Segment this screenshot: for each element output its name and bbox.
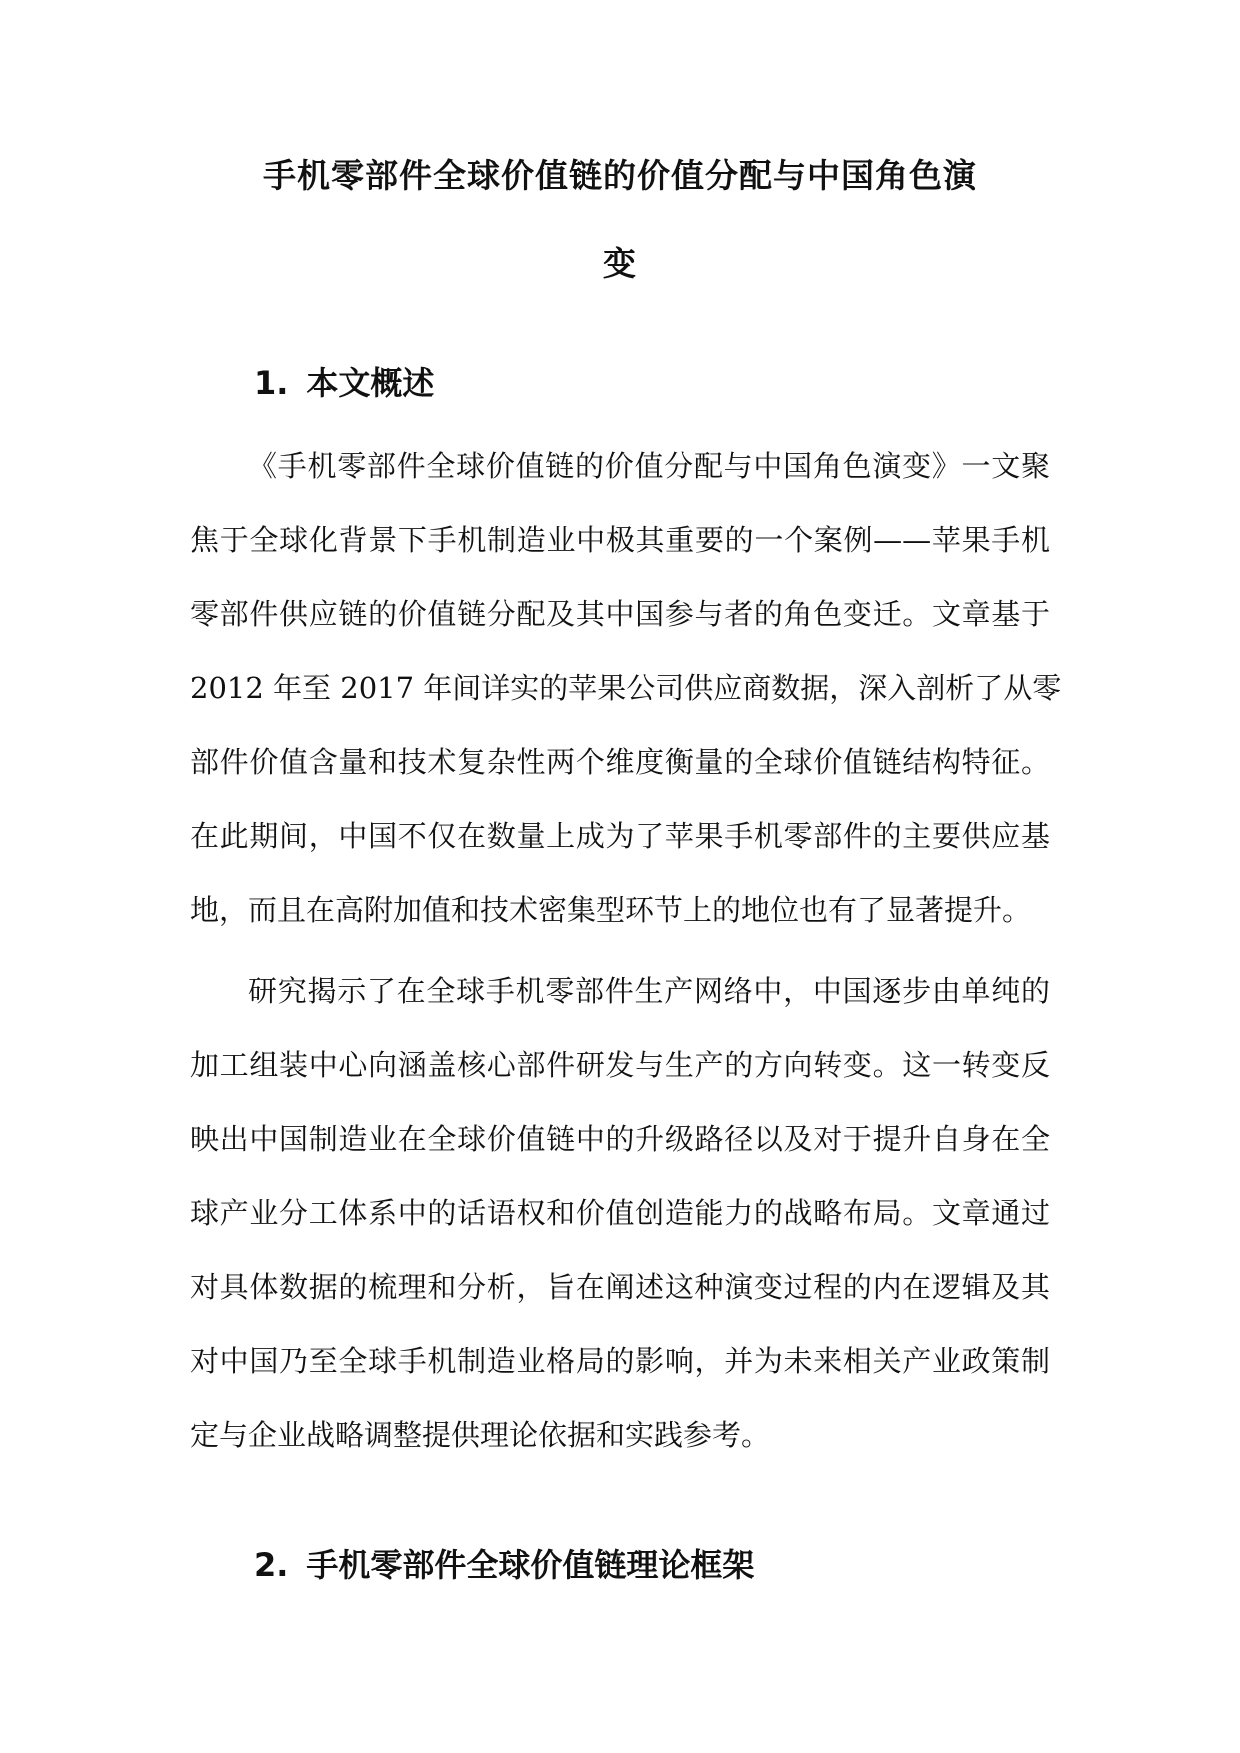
paragraph-line: 对具体数据的梳理和分析，旨在阐述这种演变过程的内在逻辑及其	[190, 1270, 1050, 1304]
paragraph-line: 映出中国制造业在全球价值链中的升级路径以及对于提升自身在全	[190, 1122, 1050, 1156]
paragraph-line: 地，而且在高附加值和技术密集型环节上的地位也有了显著提升。	[190, 893, 1032, 927]
paragraph-line: 研究揭示了在全球手机零部件生产网络中，中国逐步由单纯的	[248, 974, 1050, 1008]
section-1-number: 1.	[254, 364, 289, 402]
paragraph-line: 零部件供应链的价值链分配及其中国参与者的角色变迁。文章基于	[190, 597, 1050, 631]
section-1-paragraph-1	[190, 429, 1062, 947]
paragraph-line: 加工组装中心向涵盖核心部件研发与生产的方向转变。这一转变反	[190, 1048, 1050, 1082]
paragraph-line: 《手机零部件全球价值链的价值分配与中国角色演变》一文聚	[248, 449, 1050, 483]
paragraph-line: 部件价值含量和技术复杂性两个维度衡量的全球价值链结构特征。	[190, 745, 1050, 779]
section-1-heading	[254, 358, 434, 404]
section-1-title: 本文概述	[306, 364, 435, 402]
document-title-line-1: 手机零部件全球价值链的价值分配与中国角色演	[263, 156, 977, 195]
paragraph-line: 球产业分工体系中的话语权和价值创造能力的战略布局。文章通过	[190, 1196, 1050, 1230]
section-1-paragraph-2	[190, 954, 1050, 1472]
section-2-title: 手机零部件全球价值链理论框架	[306, 1546, 755, 1584]
paragraph-line: 定与企业战略调整提供理论依据和实践参考。	[190, 1418, 771, 1452]
document-title-line-2: 变	[603, 244, 637, 283]
paragraph-line: 焦于全球化背景下手机制造业中极其重要的一个案例——苹果手机	[190, 523, 1050, 557]
paragraph-line: 在此期间，中国不仅在数量上成为了苹果手机零部件的主要供应基	[190, 819, 1050, 853]
paragraph-line: 对中国乃至全球手机制造业格局的影响，并为未来相关产业政策制	[190, 1344, 1050, 1378]
section-2-heading	[254, 1540, 754, 1586]
paragraph-line: 2012 年至 2017 年间详实的苹果公司供应商数据，深入剖析了从零	[190, 671, 1062, 705]
section-2-number: 2.	[254, 1546, 289, 1584]
